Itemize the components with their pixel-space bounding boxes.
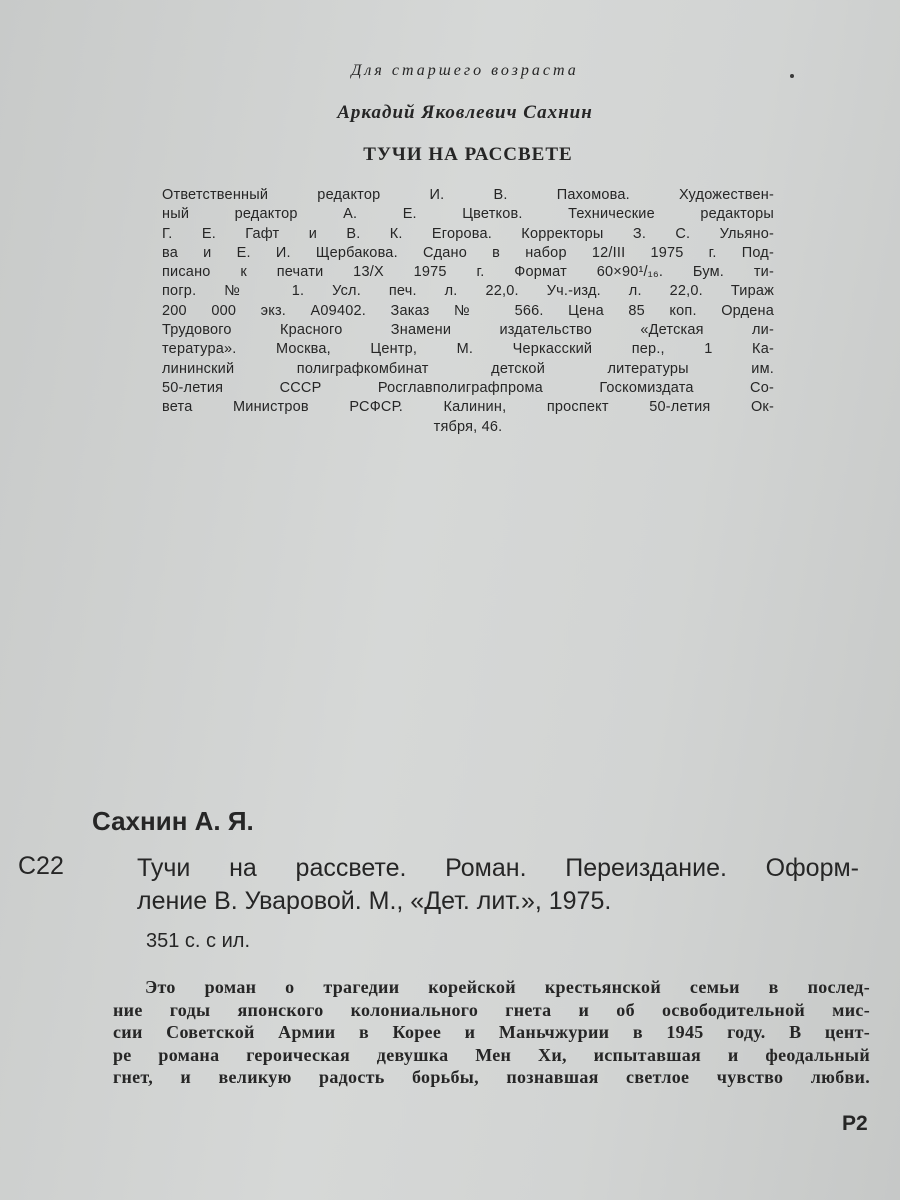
imprint-block — [162, 186, 774, 437]
imprint-line: 50-летия СССР Росглавполиграфпрома Госкомиздата Со- — [162, 379, 774, 396]
imprint-line: вета Министров РСФСР. Калинин, проспект 50-летия Ок- — [162, 399, 774, 416]
annotation-line: сии Советской Армии в Корее и Маньчжурии в 1945 году. В цент- — [113, 1022, 870, 1042]
imprint-line: 200 000 экз. А09402. Заказ № 566. Цена 85 коп. Ордена — [162, 302, 774, 319]
catalog-author: Сахнин А. Я. — [92, 806, 254, 836]
imprint-line: погр. № 1. Усл. печ. л. 22,0. Уч.-изд. л. 22,0. Тираж — [162, 283, 774, 300]
imprint-line: тература». Москва, Центр, М. Черкасский пер., 1 Ка- — [162, 341, 774, 358]
annotation-line: Это роман о трагедии корейской крестьянской семьи в послед- — [145, 977, 870, 997]
catalog-code: С22 — [18, 852, 64, 880]
description-line: Тучи на рассвете. Роман. Переиздание. Оформ- — [137, 854, 859, 882]
catalog-description — [137, 852, 859, 918]
annotation-block — [113, 976, 870, 1089]
imprint-line: тября, 46. — [433, 418, 503, 435]
imprint-line: Г. Е. Гафт и В. К. Егорова. Корректоры З. С. Ульяно- — [162, 225, 774, 242]
imprint-line: лининский полиграфкомбинат детской литературы им. — [162, 360, 774, 377]
imprint-line: писано к печати 13/X 1975 г. Формат 60×90¹/₁₆. Бум. ти- — [162, 264, 774, 281]
classification-index: Р2 — [842, 1112, 868, 1135]
annotation-line: ре романа героическая девушка Мен Хи, испытавшая и феодальный — [113, 1044, 870, 1065]
imprint-line: ва и Е. И. Щербакова. Сдано в набор 12/III 1975 г. Под- — [162, 244, 774, 261]
imprint-line: ный редактор А. Е. Цветков. Технические редакторы — [162, 206, 774, 223]
annotation-line: гнет, и великую радость борьбы, познавшая светлое чувство любви. — [113, 1067, 870, 1087]
catalog-pages: 351 с. с ил. — [146, 930, 250, 952]
annotation-line: ние годы японского колониального гнета и об освободительной мис- — [113, 999, 870, 1020]
imprint-line: Трудового Красного Знамени издательство «Детская ли- — [162, 322, 774, 339]
description-line: ление В. Уваровой. М., «Дет. лит.», 1975. — [137, 887, 612, 915]
book-title: ТУЧИ НА РАССВЕТЕ — [363, 144, 573, 165]
author-full-name: Аркадий Яковлевич Сахнин — [337, 102, 593, 123]
imprint-line: Ответственный редактор И. В. Пахомова. Художествен- — [162, 187, 774, 203]
age-category: Для старшего возраста — [351, 62, 579, 79]
